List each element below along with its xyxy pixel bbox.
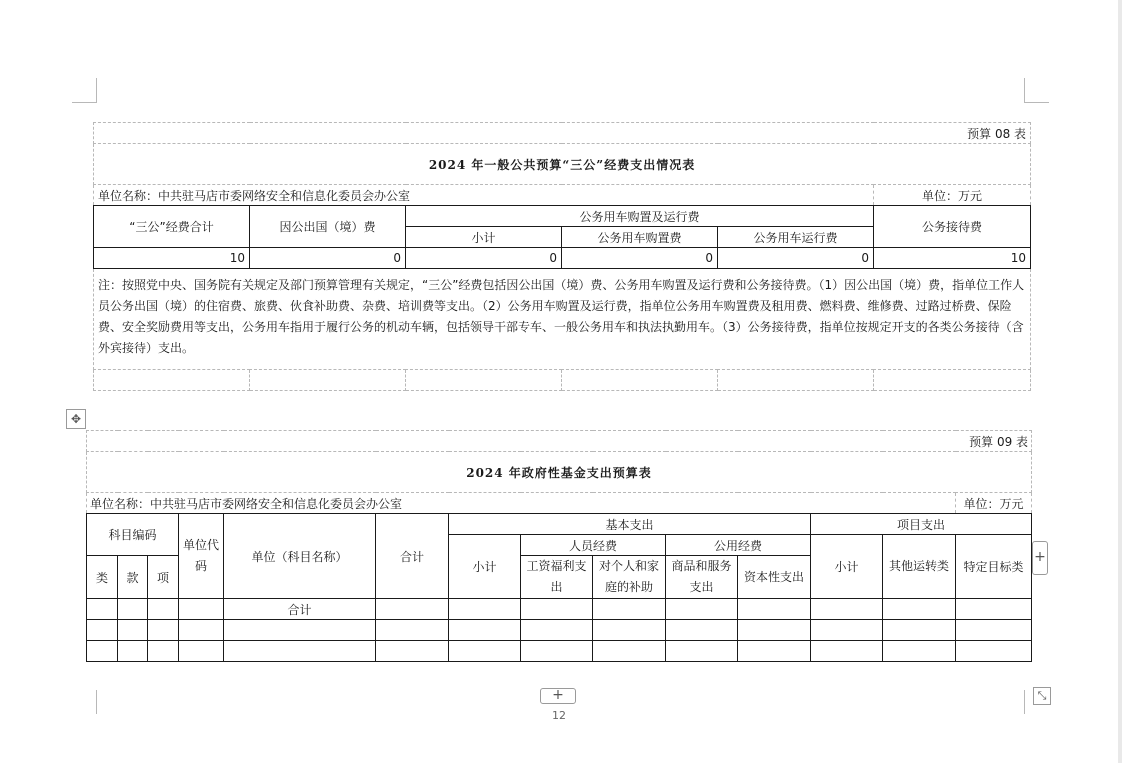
table-cell — [224, 620, 376, 641]
header-household-subsidy: 对个人和家庭的补助 — [593, 556, 666, 599]
table-cell — [118, 641, 148, 662]
header-reception-fee: 公务接待费 — [874, 206, 1031, 248]
header-specific-target: 特定目标类 — [956, 535, 1032, 599]
header-total: 合计 — [376, 514, 449, 599]
table-cell — [521, 620, 593, 641]
table-cell — [179, 599, 224, 620]
table-cell — [593, 641, 666, 662]
header-unit-subject-name: 单位（科目名称） — [224, 514, 376, 599]
header-project-expenditure: 项目支出 — [811, 514, 1032, 535]
empty-cell — [562, 370, 718, 391]
table-cell — [449, 620, 521, 641]
value-reception-fee: 10 — [874, 248, 1031, 269]
table-cell — [738, 599, 811, 620]
table-cell — [956, 641, 1032, 662]
empty-cell — [406, 370, 562, 391]
table-cell — [148, 641, 179, 662]
table1-unit-name: 单位名称：中共驻马店市委网络安全和信息化委员会办公室 — [94, 185, 874, 206]
header-basic-expenditure: 基本支出 — [449, 514, 811, 535]
table-cell — [87, 599, 118, 620]
table2-title: 2024 年政府性基金支出预算表 — [87, 452, 1032, 493]
header-lei: 类 — [87, 556, 118, 599]
government-fund-expenditure-table — [86, 430, 1032, 662]
table-cell — [666, 620, 738, 641]
table-cell — [811, 641, 883, 662]
header-basic-subtotal: 小计 — [449, 535, 521, 599]
header-three-public-total: “三公”经费合计 — [94, 206, 250, 248]
header-vehicle-fee: 公务用车购置及运行费 — [406, 206, 874, 227]
value-vehicle-subtotal: 0 — [406, 248, 562, 269]
vertical-scrollbar[interactable] — [1118, 0, 1122, 763]
table-cell — [449, 641, 521, 662]
empty-cell — [94, 370, 250, 391]
table-resize-handle-icon[interactable]: ⤡ — [1033, 687, 1051, 705]
table-move-handle-icon[interactable]: ✥ — [66, 409, 86, 429]
header-vehicle-purchase: 公务用车购置费 — [562, 227, 718, 248]
empty-cell — [874, 370, 1031, 391]
table-cell — [148, 620, 179, 641]
table2-code: 预算 09 表 — [87, 431, 1032, 452]
add-column-button[interactable]: + — [1032, 541, 1048, 575]
table-cell — [666, 641, 738, 662]
header-kuan: 款 — [118, 556, 148, 599]
table-cell — [883, 599, 956, 620]
table-cell — [521, 599, 593, 620]
header-goods-services: 商品和服务支出 — [666, 556, 738, 599]
table1-note: 注：按照党中央、国务院有关规定及部门预算管理有关规定，“三公”经费包括因公出国（境）费、公务用车购置及运行费和公务接待费。（1）因公出国（境）费，指单位工作人员公务出国（境）的住宿费、旅费、伙食补助费、杂费、培训费等支出。（2）公务用车购置及运行费，指单位公务用车购置费及租用费、燃料费、维修费、过路过桥费、保险费、安全奖励费用等支出，公务用车指用于履行公务的机动车辆，包括领导干部专车、一般公务用车和执法执勤用车。（3）公务接待费，指单位按规定开支的各类公务接待（含外宾接待）支出。 — [94, 269, 1031, 370]
table-cell — [956, 599, 1032, 620]
table-cell — [224, 641, 376, 662]
value-vehicle-operation: 0 — [718, 248, 874, 269]
table-cell — [449, 599, 521, 620]
header-xiang: 项 — [148, 556, 179, 599]
table-cell — [883, 641, 956, 662]
three-public-expenses-table — [93, 122, 1031, 391]
page-corner-mark-top-left — [72, 78, 97, 103]
table-cell — [376, 599, 449, 620]
empty-cell — [718, 370, 874, 391]
table-cell — [179, 620, 224, 641]
empty-cell — [250, 370, 406, 391]
header-subject-code: 科目编码 — [87, 514, 179, 556]
table2-unit: 单位：万元 — [956, 493, 1032, 514]
table-cell — [593, 599, 666, 620]
table1-unit: 单位：万元 — [874, 185, 1031, 206]
header-salary-welfare: 工资福利支出 — [521, 556, 593, 599]
table-cell — [376, 620, 449, 641]
table-cell — [666, 599, 738, 620]
table2-unit-name: 单位名称：中共驻马店市委网络安全和信息化委员会办公室 — [87, 493, 956, 514]
table-cell — [738, 620, 811, 641]
page-corner-mark-bottom-left — [72, 690, 97, 714]
table-cell — [118, 620, 148, 641]
total-row-label: 合计 — [224, 599, 376, 620]
table-cell — [738, 641, 811, 662]
value-vehicle-purchase: 0 — [562, 248, 718, 269]
page-corner-mark-top-right — [1024, 78, 1049, 103]
header-vehicle-subtotal: 小计 — [406, 227, 562, 248]
table-cell — [593, 620, 666, 641]
header-abroad-fee: 因公出国（境）费 — [250, 206, 406, 248]
header-public-fund: 公用经费 — [666, 535, 811, 556]
table-cell — [376, 641, 449, 662]
table-cell — [811, 620, 883, 641]
table-cell — [87, 620, 118, 641]
header-project-subtotal: 小计 — [811, 535, 883, 599]
value-abroad-fee: 0 — [250, 248, 406, 269]
table-cell — [179, 641, 224, 662]
add-row-button[interactable]: + — [540, 688, 576, 704]
table1-code: 预算 08 表 — [94, 123, 1031, 144]
header-vehicle-operation: 公务用车运行费 — [718, 227, 874, 248]
value-three-public-total: 10 — [94, 248, 250, 269]
table-cell — [883, 620, 956, 641]
table-cell — [118, 599, 148, 620]
table1-title: 2024 年一般公共预算“三公”经费支出情况表 — [94, 144, 1031, 185]
header-other-transfer: 其他运转类 — [883, 535, 956, 599]
header-unit-code: 单位代码 — [179, 514, 224, 599]
table-cell — [811, 599, 883, 620]
header-personnel-fund: 人员经费 — [521, 535, 666, 556]
table-cell — [87, 641, 118, 662]
page-number: 12 — [552, 709, 566, 722]
table-cell — [521, 641, 593, 662]
header-capital-expenditure: 资本性支出 — [738, 556, 811, 599]
table-cell — [148, 599, 179, 620]
table-cell — [956, 620, 1032, 641]
